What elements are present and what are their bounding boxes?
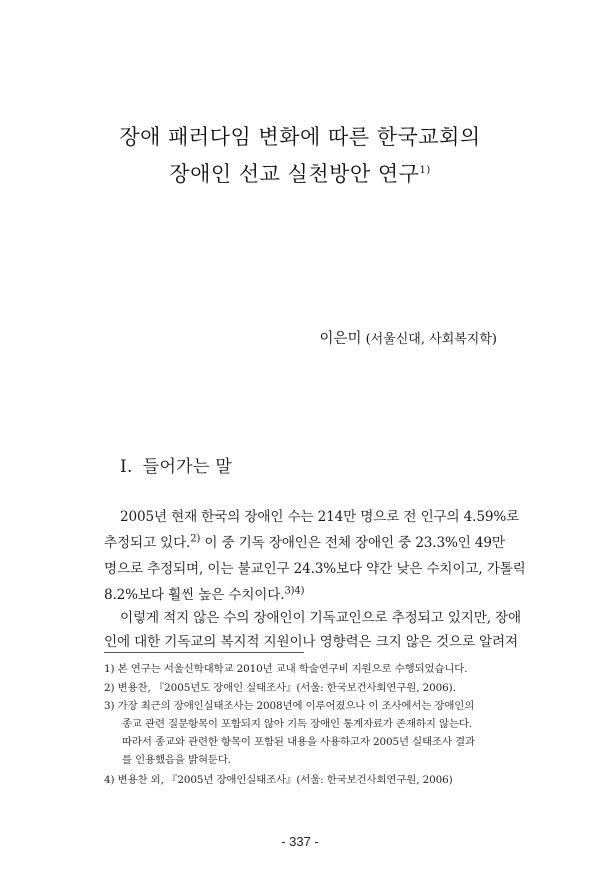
footnote-4: 4) 변용찬 외, 『2005년 장애인실태조사』(서울: 한국보건사회연구원, 2006) [104, 774, 453, 786]
page-number: - 337 - [281, 834, 319, 849]
footnote-3-line-3: 따라서 종교와 관련한 항목이 포함된 내용을 사용하고자 2005년 실태조사 결과 [122, 736, 475, 748]
author-affiliation: (서울신대, 사회복지학) [365, 332, 497, 347]
author-line [320, 327, 497, 348]
body-paragraph-1-line-4 [104, 583, 304, 603]
section-heading [120, 452, 232, 477]
footnote-divider [104, 652, 304, 653]
footnote-2: 2) 변용찬, 『2005년도 장애인 실태조사』(서울: 한국보건사회연구원, 2006). [104, 682, 456, 694]
footnote-3-line-1: 3) 가장 최근의 장애인실태조사는 2008년에 이루어졌으나 이 조사에서는 장애인의 [104, 700, 475, 712]
author-name: 이은미 [319, 331, 362, 347]
body-paragraph-2-line-2: 인에 대한 기독교의 복지적 지원이나 영향력은 크지 않은 것으로 알려져 [104, 634, 519, 650]
paper-title-line-2 [0, 158, 600, 188]
body-paragraph-1-line-1: 2005년 현재 한국의 장애인 수는 214만 명으로 전 인구의 4.59%로 [120, 509, 520, 525]
title-footnote-mark: 1) [419, 165, 431, 176]
paper-title-line-1: 장애 패러다임 변화에 따른 한국교회의 [119, 125, 481, 149]
footnote-ref-2: 2) [190, 533, 201, 545]
body-paragraph-1-line-3: 명으로 추정되며, 이는 불교인구 24.3%보다 약간 낮은 수치이고, 가톨릭 [104, 561, 526, 577]
body-text: 추정되고 있다. [104, 535, 191, 551]
section-number: Ⅰ. [120, 457, 133, 477]
footnote-3-line-2: 종교 관련 질문항목이 포함되지 않아 기독 장애인 통계자료가 존재하지 않는다. [122, 718, 473, 730]
body-paragraph-2-line-1: 이렇게 적지 않은 수의 장애인이 기독교인으로 추정되고 있지만, 장애 [120, 610, 522, 626]
body-text: 이 중 기독 장애인은 전체 장애인 중 23.3%인 49만 [200, 535, 505, 551]
footnote-3-line-4: 를 인용했음을 밝혀둔다. [122, 754, 231, 766]
body-paragraph-1-line-2 [104, 531, 505, 551]
footnote-1: 1) 본 연구는 서울신학대학교 2010년 교내 학술연구비 지원으로 수행되었습니다. [104, 663, 468, 675]
section-title: 들어가는 말 [142, 457, 233, 477]
body-text: 8.2%보다 훨씬 높은 수치이다. [104, 587, 285, 603]
footnote-ref-3-4: 3)4) [284, 585, 305, 597]
paper-title-text: 장애인 선교 실천방안 연구 [169, 162, 420, 186]
